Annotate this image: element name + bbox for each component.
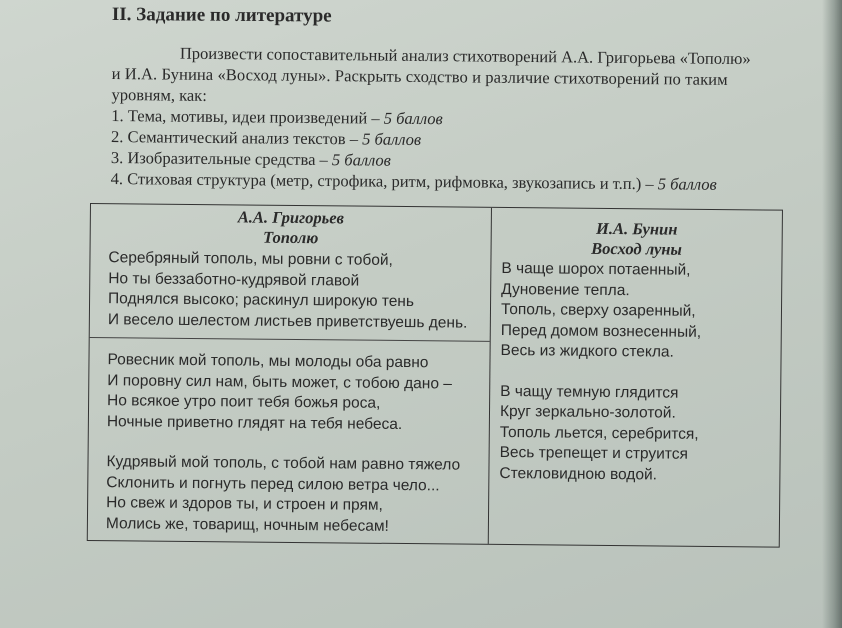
criteria-points: 5 баллов bbox=[657, 174, 717, 194]
poem-line: Стекловидною водой. bbox=[499, 464, 658, 483]
poem-stanza bbox=[90, 248, 491, 334]
poem-line: Кудрявый мой тополь, с тобой нам равно тяжело bbox=[106, 453, 461, 474]
criteria-text: 4. Стиховая структура (метр, строфика, ритм, рифмовка, звукозапись и т.п.) – bbox=[110, 168, 658, 194]
poem-line: Ночные приветно глядят на тебя небеса. bbox=[106, 412, 403, 433]
poem-line: В чаще шорох потаенный, bbox=[501, 259, 691, 279]
criteria-list bbox=[111, 105, 784, 195]
poem-author: А.А. Григорьев bbox=[237, 207, 345, 228]
criteria-points: 5 баллов bbox=[362, 129, 422, 149]
task-intro-line-1: Произвести сопоставительный анализ стихотворений А.А. Григорьева «Тополю» bbox=[179, 43, 751, 69]
poem-line: Перед домом вознесенный, bbox=[500, 321, 702, 341]
poem-title: Восход луны bbox=[591, 238, 683, 259]
poem-line: Дуновение тепла. bbox=[501, 280, 630, 299]
criteria-text: 3. Изобразительные средства – bbox=[110, 147, 333, 170]
poem-stanza bbox=[489, 381, 780, 486]
poem-line: Тополь, сверху озаренный, bbox=[500, 300, 696, 320]
poem-stanza bbox=[89, 350, 490, 436]
poems-table bbox=[87, 203, 783, 548]
criteria-text: 1. Тема, мотивы, идеи произведений – bbox=[111, 105, 384, 128]
poem-line: И весело шелестом листьев приветствуешь день. bbox=[107, 310, 468, 332]
page-edge-shadow bbox=[822, 0, 842, 628]
criteria-text: 2. Семантический анализ текстов – bbox=[111, 126, 363, 149]
poem-line: Склонить и погнуть перед силою ветра чело... bbox=[106, 473, 440, 494]
poem-line: Весь трепещет и струится bbox=[499, 443, 688, 463]
poem-stanza bbox=[490, 259, 781, 364]
poem-line: Но свеж и здоров ты, и строен и прям, bbox=[106, 494, 383, 514]
criteria-points: 5 баллов bbox=[383, 108, 443, 129]
poem-line: Но ты беззаботно-кудрявой главой bbox=[108, 269, 360, 290]
poem-title: Тополю bbox=[262, 227, 319, 248]
stanza-divider bbox=[90, 337, 490, 342]
poem-author: И.А. Бунин bbox=[596, 218, 678, 239]
poem-line: Серебряный тополь, мы ровни с тобой, bbox=[108, 249, 393, 269]
poem-line: Тополь льется, серебрится, bbox=[499, 423, 699, 443]
poem-line: Молись же, товарищ, ночным небесам! bbox=[105, 514, 389, 535]
task-intro-line-3: уровням, как: bbox=[111, 84, 207, 105]
criteria-points: 5 баллов bbox=[331, 150, 391, 170]
poem-line: В чащу темную глядится bbox=[500, 382, 679, 402]
poem-stanza bbox=[88, 452, 489, 538]
poem-line: Весь из жидкого стекла. bbox=[500, 341, 674, 361]
poem-line: Поднялся высоко; раскинул широкую тень bbox=[108, 290, 415, 311]
poem-column-bunin bbox=[488, 208, 782, 547]
poem-column-grigoriev bbox=[88, 204, 491, 544]
poem-line: И поровну сил нам, быть может, с тобою дано – bbox=[107, 371, 453, 392]
task-intro-line-2: и И.А. Бунина «Восход луны». Раскрыть сходство и различие стихотворений по таким bbox=[111, 63, 728, 89]
section-heading: II. Задание по литературе bbox=[111, 4, 332, 27]
poem-line: Круг зеркально-золотой. bbox=[499, 402, 676, 422]
task-description bbox=[111, 42, 784, 195]
poem-line: Ровесник мой тополь, мы молоды оба равно bbox=[107, 351, 429, 372]
poem-line: Но всякое утро поит тебя божья роса, bbox=[107, 392, 381, 412]
